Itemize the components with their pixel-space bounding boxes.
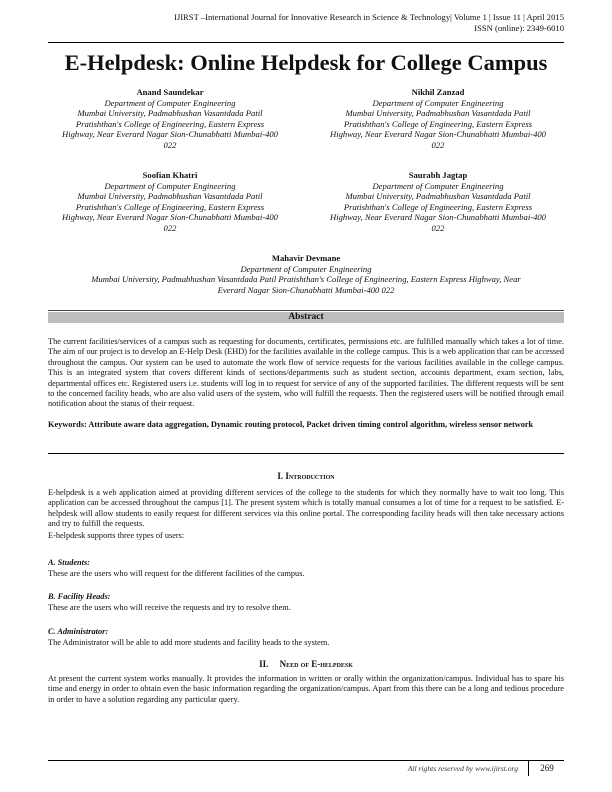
author-affiliation-line: 022	[163, 222, 177, 233]
author-affiliation-line: Department of Computer Engineering	[372, 97, 504, 108]
author-affiliation-line: Department of Computer Engineering	[240, 263, 372, 274]
section-number: II.	[259, 659, 269, 669]
author-affiliation-line: Pratishthan's College of Engineering, Eastern Express	[75, 201, 265, 212]
footer-rights	[300, 764, 518, 774]
author-affiliation-line: Highway, Near Everard Nagar Sion-Chunabhatti Mumbai-400	[62, 212, 278, 223]
author-affiliation-line: Pratishthan's College of Engineering, Eastern Express	[343, 201, 533, 212]
author-name: Saurabh Jagtap	[408, 170, 468, 180]
abstract-rule	[48, 310, 564, 311]
administrator-text: The Administrator will be able to add more students and facility heads to the system.	[48, 638, 330, 647]
author-name: Nikhil Zanzad	[411, 87, 465, 97]
facility-heads-text: These are the users who will receive the requests and try to resolve them.	[48, 603, 291, 612]
author-affiliation-line: 022	[163, 139, 177, 150]
author-affiliation-line: Everard Nagar Sion-Chunabhatti Mumbai-400 022	[217, 284, 395, 295]
author-affiliation-line: 022	[431, 139, 445, 150]
author-affiliation-line: Mumbai University, Padmabhushan Vasantdada Patil Pratishthan's College of Engineering, Eastern Express Highway, Near	[91, 274, 521, 285]
section-heading-introduction	[48, 471, 564, 482]
author-block-2	[308, 87, 568, 151]
issn-line: ISSN (online): 2349-6010	[474, 22, 564, 33]
author-block-3	[40, 170, 300, 234]
subsection-facility-heads: B. Facility Heads:	[48, 592, 111, 601]
author-name: Mahavir Devmane	[271, 253, 341, 263]
author-block-4	[308, 170, 568, 234]
author-affiliation-line: 022	[431, 222, 445, 233]
section-rule	[48, 453, 564, 454]
author-affiliation-line: Mumbai University, Padmabhushan Vasantdada Patil	[345, 191, 531, 202]
subsection-administrator: C. Administrator:	[48, 627, 109, 636]
section-number: I.	[277, 471, 284, 481]
author-affiliation-line: Mumbai University, Padmabhushan Vasantdada Patil	[77, 191, 263, 202]
author-affiliation-line: Mumbai University, Padmabhushan Vasantdada Patil	[77, 108, 263, 119]
user-types-line: E-helpdesk supports three types of users:	[48, 531, 185, 540]
author-affiliation-line: Department of Computer Engineering	[104, 97, 236, 108]
intro-paragraph: E-helpdesk is a web application aimed at providing different services of the college to the students for which they normally have to wait too long. This application can be accessed throughout the campus [1]. The present system which is totally manual consumes a lot of time for a request to be satisfied. E-helpdesk will allow students to easily request for different services via this online portal. The corresponding facility heads will then take necessary actions and try to fulfill the requests.	[48, 488, 564, 529]
author-affiliation-line: Pratishthan's College of Engineering, Eastern Express	[75, 118, 265, 129]
need-paragraph: At present the current system works manually. It provides the information in written or orally within the organization/campus. Individual has to spare his time and energy in order to obtain even the basic information regarding the organization/campus. Apart from this there can be a long and tedious procedure in order to have a solution regarding any particular query.	[48, 674, 564, 704]
author-name: Anand Saundekar	[136, 87, 204, 97]
author-affiliation-line: Highway, Near Everard Nagar Sion-Chunabhatti Mumbai-400	[330, 129, 546, 140]
author-affiliation-line: Department of Computer Engineering	[372, 180, 504, 191]
section-heading-need	[48, 659, 564, 670]
subsection-students: A. Students:	[48, 558, 90, 567]
page-number: 269	[528, 760, 565, 776]
author-block-1	[40, 87, 300, 151]
paper-title: E-Helpdesk: Online Helpdesk for College Campus	[64, 50, 548, 75]
author-name: Soofian Khatri	[142, 170, 198, 180]
journal-header	[44, 12, 564, 33]
section-title: Introduction	[285, 471, 335, 481]
section-title: Need of E-helpdesk	[279, 659, 353, 669]
students-text: These are the users who will request for the different facilities of the campus.	[48, 569, 305, 578]
abstract-heading: Abstract	[48, 312, 564, 323]
rights-text: All rights reserved by	[407, 764, 475, 773]
author-affiliation-line: Mumbai University, Padmabhushan Vasantdada Patil	[345, 108, 531, 119]
author-affiliation-line: Pratishthan's College of Engineering, Eastern Express	[343, 118, 533, 129]
journal-website-link[interactable]: www.ijirst.org	[474, 764, 518, 773]
author-block-5	[46, 253, 566, 295]
footer-rule	[48, 760, 564, 761]
author-affiliation-line: Highway, Near Everard Nagar Sion-Chunabhatti Mumbai-400	[62, 129, 278, 140]
author-affiliation-line: Department of Computer Engineering	[104, 180, 236, 191]
journal-line: IJIRST –International Journal for Innovative Research in Science & Technology| Volume 1 | Issue 11 | April 2015	[173, 12, 564, 22]
author-affiliation-line: Highway, Near Everard Nagar Sion-Chunabhatti Mumbai-400	[330, 212, 546, 223]
header-rule	[48, 42, 564, 43]
keywords: Keywords: Attribute aware data aggregation, Dynamic routing protocol, Packet driven timing control algorithm, wireless sensor network	[48, 420, 534, 429]
abstract-text: The current facilities/services of a campus such as requesting for documents, certificates, permissions etc. are fulfilled manually which takes a lot of time. The aim of our project is to develop an E-Help Desk (EHD) for the facilities available in the college campus. This is a web application that can be accessed throughout the campus. Our system can be used to automate the work flow of service requests for the various facilities available in the college campus. This is an integrated system that covers different kinds of sections/departments such as student section, accounts department, exam section, labs, departmental offices etc. Registered users i.e. students will log in to request for service of any of the supported facilities. The different requests will be sent to the concerned facility heads, who are also valid users of the system, who will fulfill the requests. Then the registered users will be notified through email notification about the status of their request.	[48, 337, 564, 409]
